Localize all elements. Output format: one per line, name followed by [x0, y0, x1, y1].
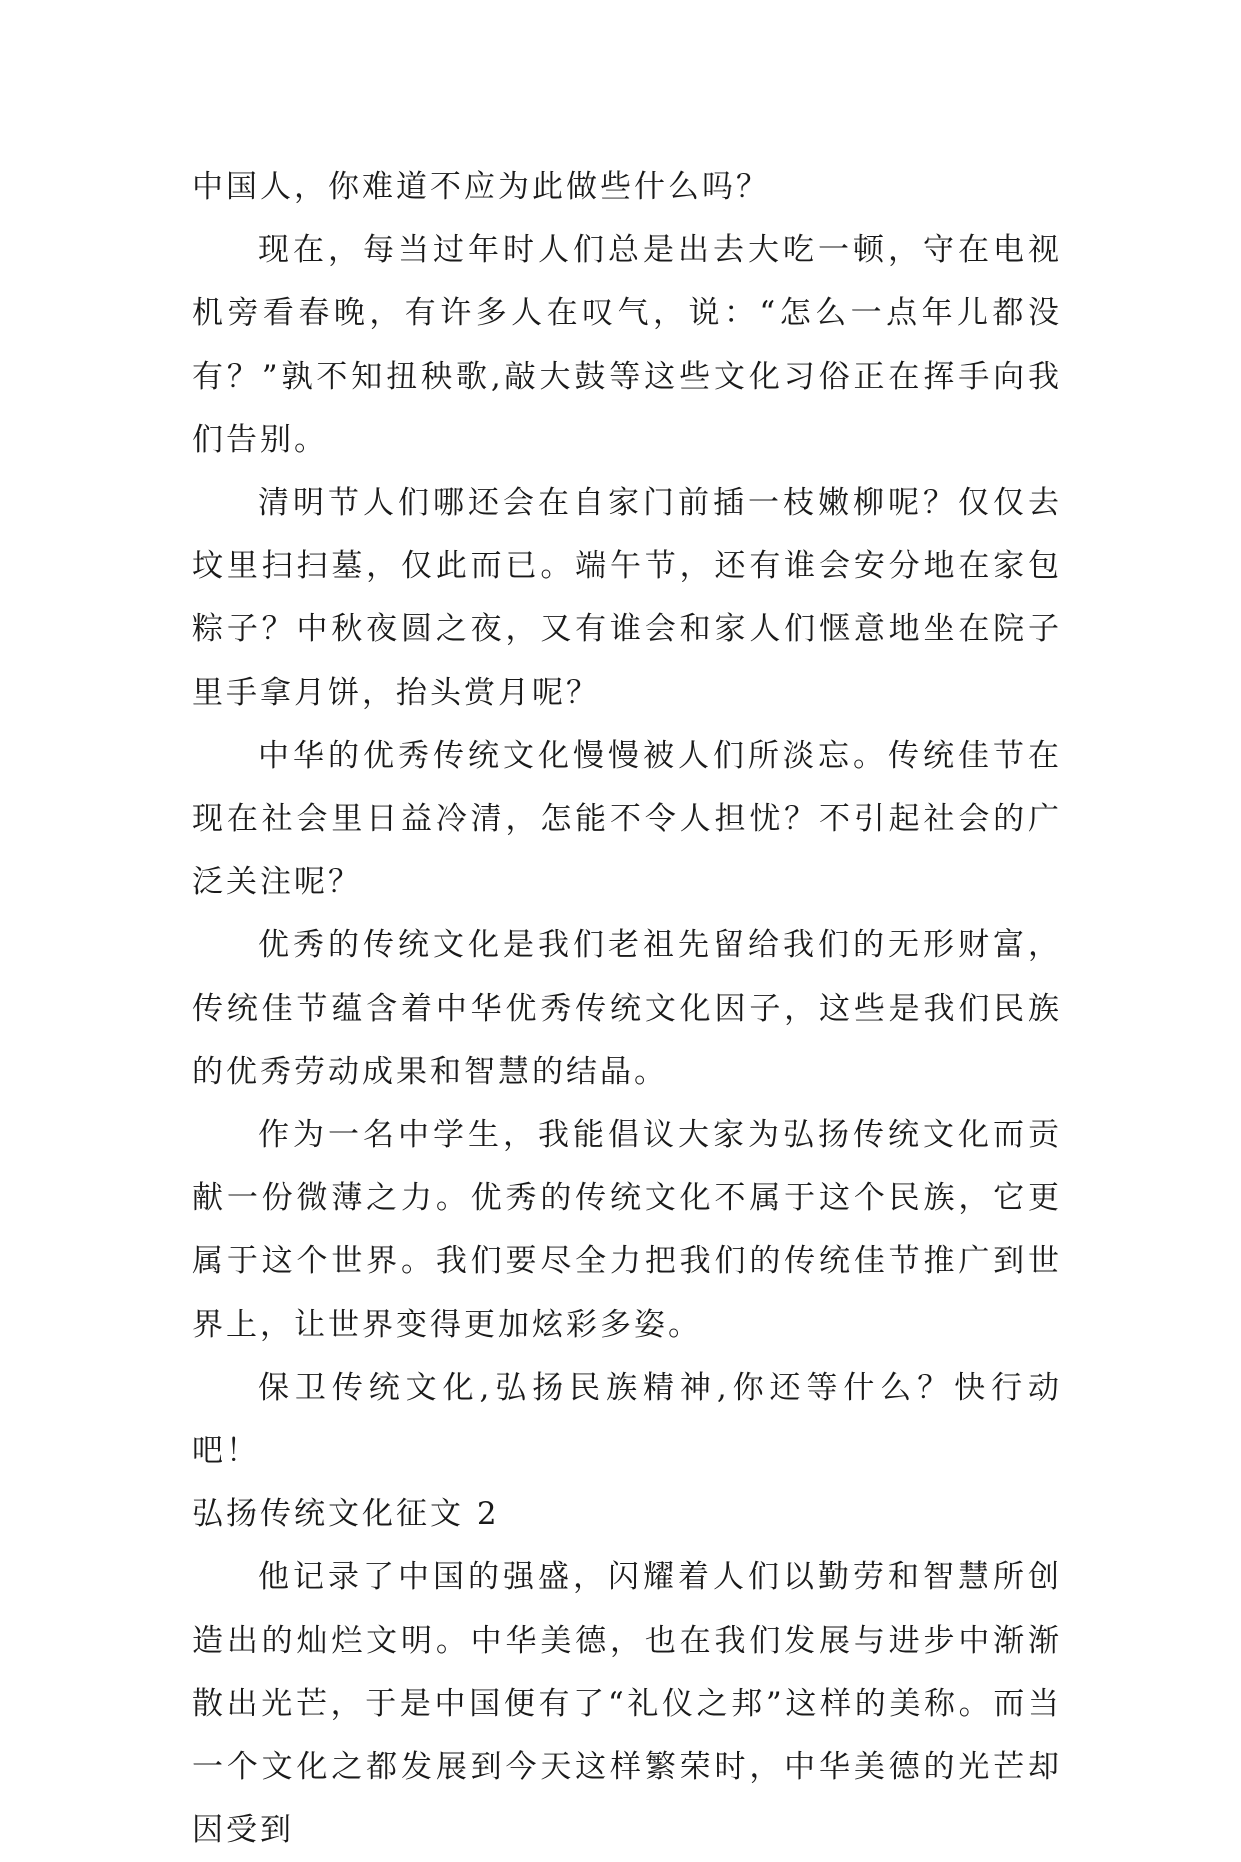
paragraph-7: 保卫传统文化,弘扬民族精神,你还等什么？快行动吧！ [192, 1369, 1062, 1470]
paragraph-4: 中华的优秀传统文化慢慢被人们所淡忘。传统佳节在现在社会里日益冷清，怎能不令人担忧？不引起社会的广泛关注呢？ [192, 737, 1062, 901]
paragraph-2: 现在，每当过年时人们总是出去大吃一顿，守在电视机旁看春晚，有许多人在叹气，说：“怎么一点年儿都没有？”孰不知扭秧歌,敲大鼓等这些文化习俗正在挥手向我们告别。 [192, 232, 1062, 458]
section-paragraph-1: 他记录了中国的强盛，闪耀着人们以勤劳和智慧所创造出的灿烂文明。中华美德，也在我们发展与进步中渐渐散出光芒，于是中国便有了“礼仪之邦”这样的美称。而当一个文化之都发展到今天这样繁荣时，中华美德的光芒却因受到 [192, 1559, 1062, 1849]
paragraph-1: 中国人，你难道不应为此做些什么吗？ [192, 169, 770, 205]
paragraph-6: 作为一名中学生，我能倡议大家为弘扬传统文化而贡献一份微薄之力。优秀的传统文化不属于这个民族，它更属于这个世界。我们要尽全力把我们的传统佳节推广到世界上，让世界变得更加炫彩多姿。 [192, 1117, 1062, 1343]
document-body [192, 156, 1062, 1862]
paragraph-5: 优秀的传统文化是我们老祖先留给我们的无形财富，传统佳节蕴含着中华优秀传统文化因子，这些是我们民族的优秀劳动成果和智慧的结晶。 [192, 927, 1062, 1090]
paragraph-3: 清明节人们哪还会在自家门前插一枝嫩柳呢？仅仅去坟里扫扫墓，仅此而已。端午节，还有谁会安分地在家包粽子？中秋夜圆之夜，又有谁会和家人们惬意地坐在院子里手拿月饼，抬头赏月呢？ [192, 485, 1062, 711]
section-title: 弘扬传统文化征文 2 [192, 1496, 500, 1533]
